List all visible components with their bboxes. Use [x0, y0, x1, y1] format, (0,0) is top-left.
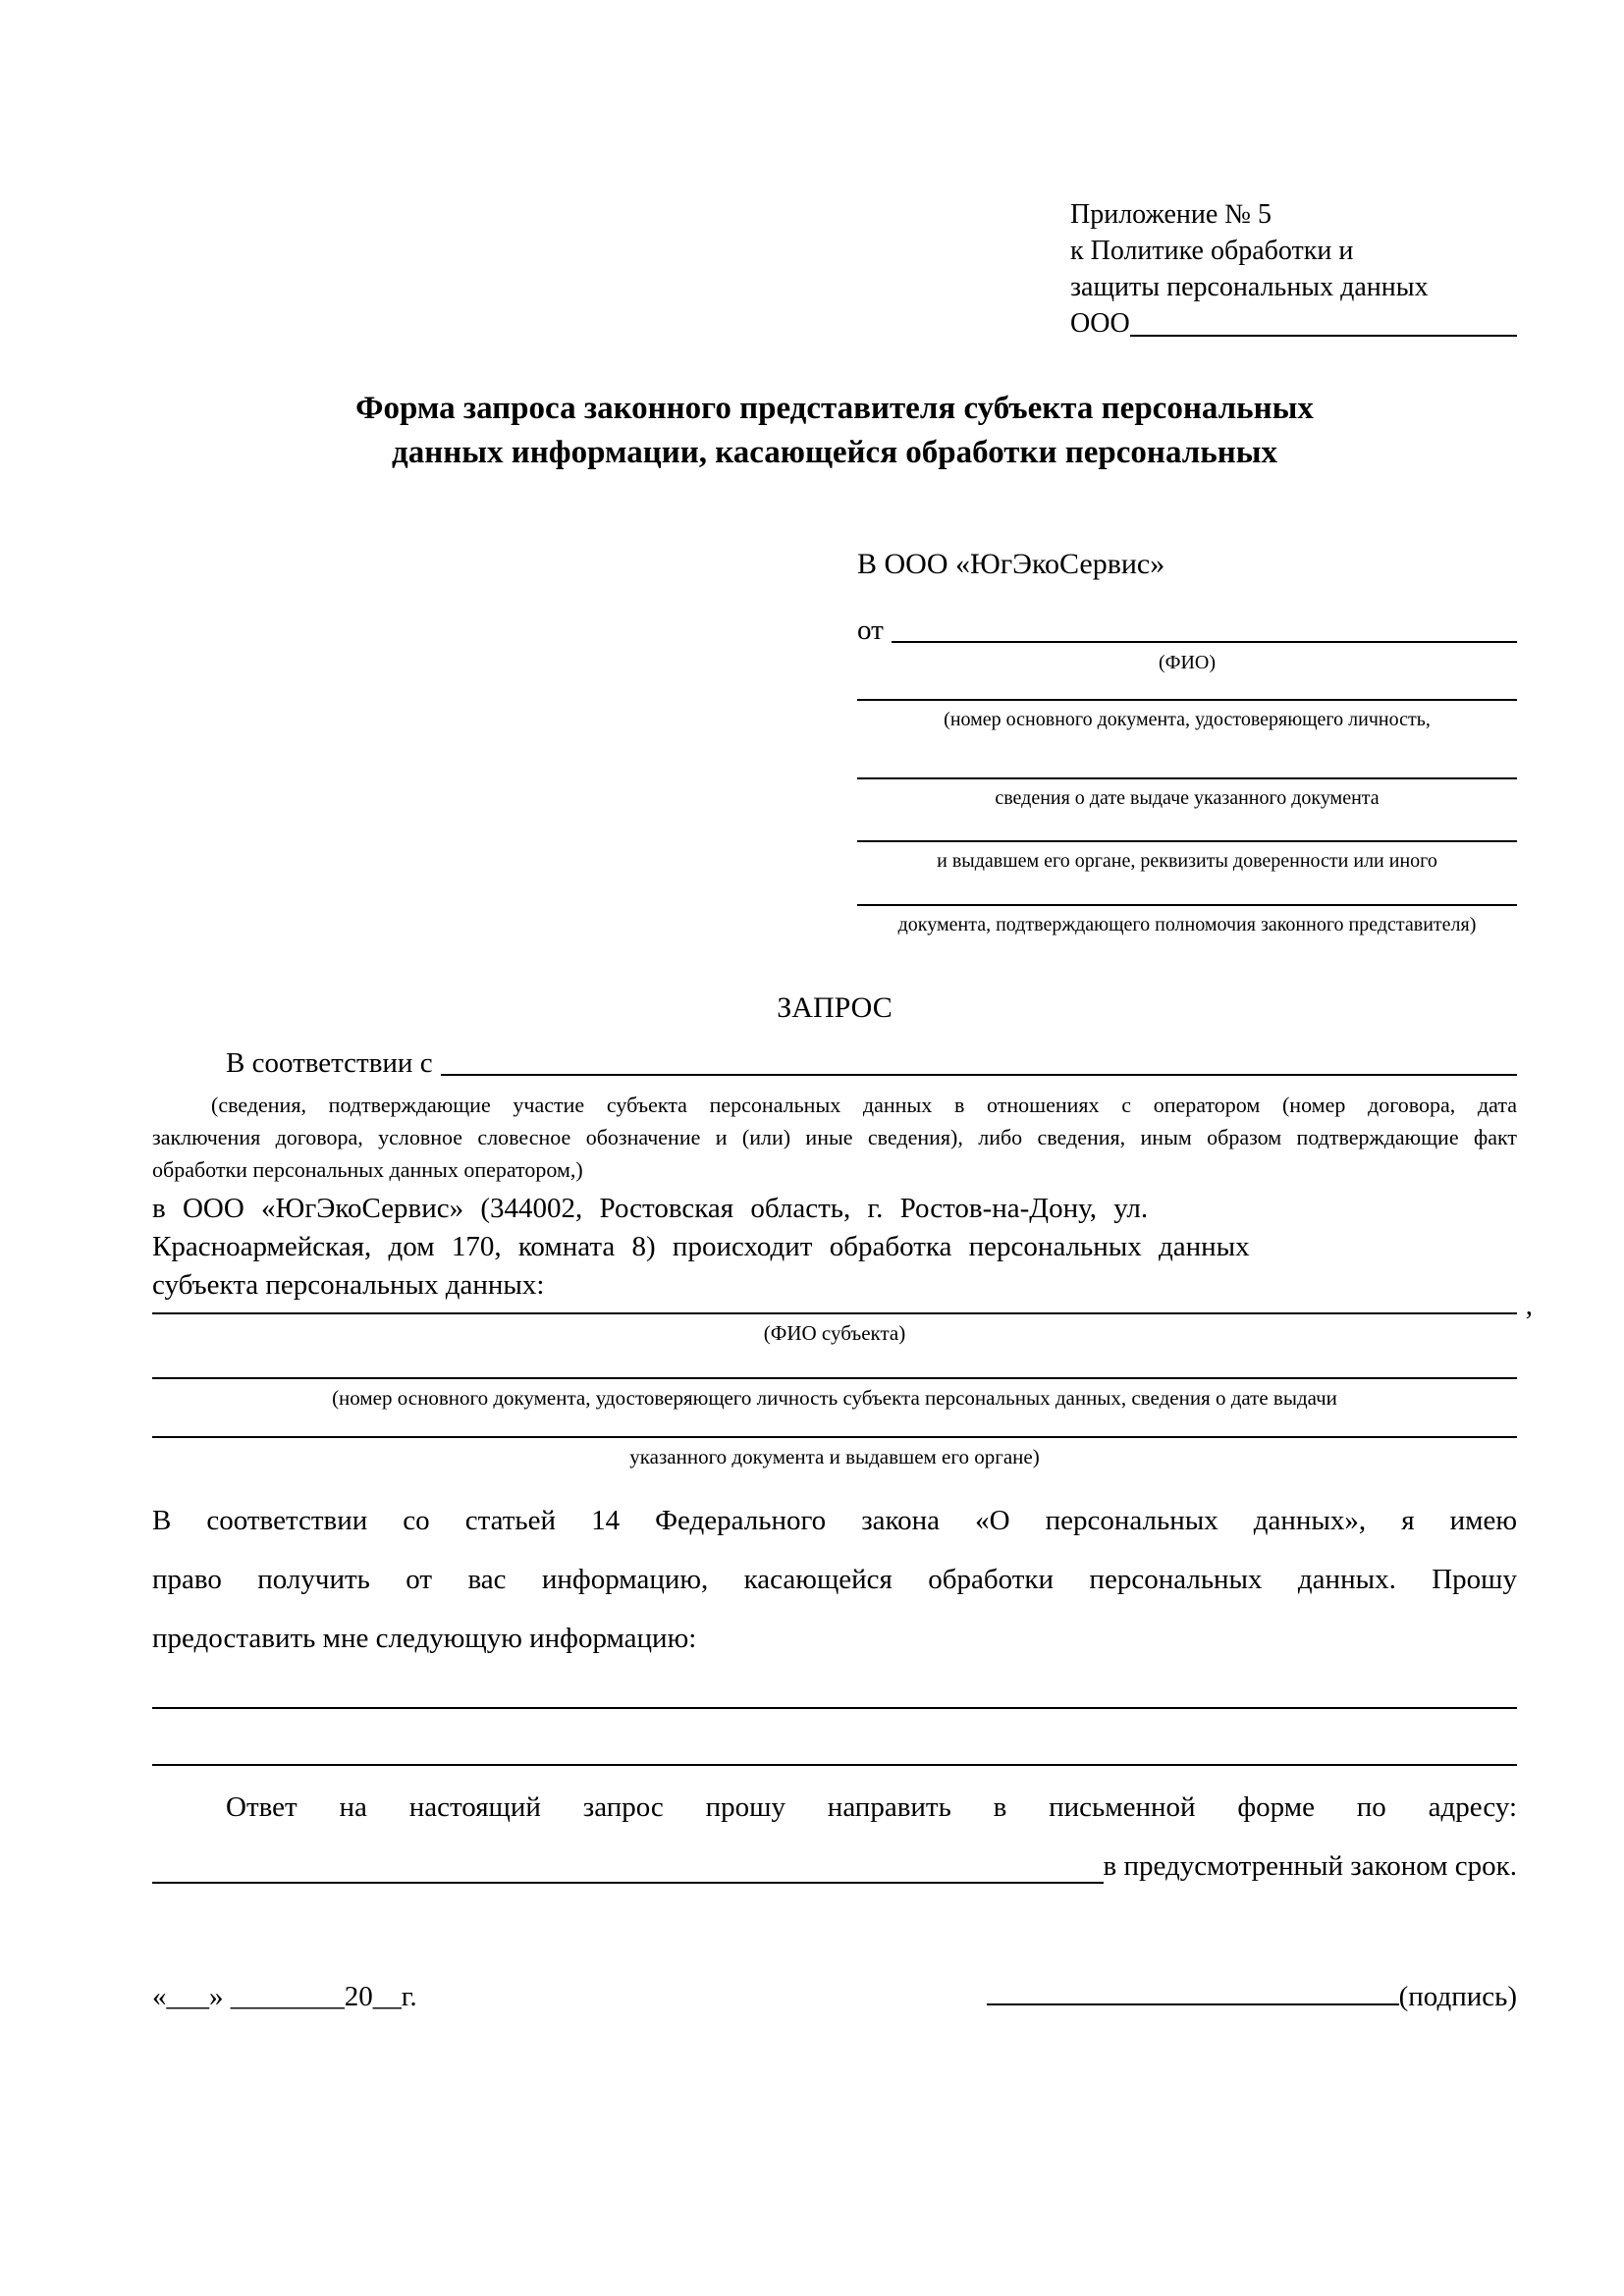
- subject-document-field-2: [152, 1436, 1517, 1469]
- information-blank-line: [152, 1764, 1517, 1766]
- annex-line: к Политике обработки и: [1070, 236, 1354, 266]
- blank-line: [857, 699, 1517, 701]
- fine-print-line: (сведения, подтверждающие участие субъекта персональных данных в отношениях с оператором (номер договора, дата: [211, 1093, 1517, 1117]
- field-caption: и выдавшем его органе, реквизиты доверенности или иного: [937, 850, 1437, 872]
- field-caption: сведения о дате выдаче указанного документа: [995, 787, 1380, 809]
- blank-line: [152, 1436, 1517, 1438]
- response-address-row: [152, 1837, 1517, 1896]
- issuing-authority-field: [857, 840, 1517, 874]
- trailing-comma: ,: [1525, 1290, 1533, 1321]
- field-caption: документа, подтверждающего полномочия законного представителя): [897, 914, 1477, 935]
- law-line: В соответствии со статьей 14 Федерального закона «О персональных данных», я имею: [152, 1505, 1517, 1536]
- operator-line: субъекта персональных данных:: [152, 1269, 545, 1301]
- accordance-label: В соответствии с: [226, 1047, 433, 1079]
- annex-block: [1070, 196, 1517, 342]
- from-label: от: [857, 614, 884, 646]
- addressee-block: [857, 546, 1517, 937]
- fine-print-note: [152, 1089, 1517, 1186]
- addressee-to: В ООО «ЮгЭкоСервис»: [857, 548, 1165, 580]
- annex-line: Приложение № 5: [1070, 199, 1272, 230]
- document-number-field: [857, 699, 1517, 732]
- blank-line: [857, 840, 1517, 842]
- field-caption: (номер основного документа, удостоверяющего личность,: [944, 709, 1431, 730]
- company-prefix: ООО: [1070, 308, 1130, 339]
- fine-print-line: обработки персональных данных оператором,): [152, 1157, 583, 1182]
- authority-document-field: [857, 904, 1517, 937]
- law-line: предоставить мне следующую информацию:: [152, 1623, 697, 1654]
- law-line: право получить от вас информацию, касающейся обработки персональных данных. Прошу: [152, 1564, 1517, 1595]
- field-caption: указанного документа и выдавшем его органе): [629, 1445, 1040, 1468]
- field-caption: (номер основного документа, удостоверяющего личность субъекта персональных данных, сведения о дате выдачи: [332, 1386, 1337, 1410]
- company-name-blank-line: [1130, 335, 1517, 337]
- subject-fio-field: [152, 1290, 1533, 1346]
- signature-caption: (подпись): [1398, 1981, 1517, 2012]
- accordance-row: [152, 1045, 1517, 1081]
- field-caption: (ФИО субъекта): [763, 1321, 906, 1345]
- date-line: «___» ________20__г.: [152, 1981, 417, 2012]
- accordance-blank-line: [441, 1074, 1517, 1076]
- operator-paragraph: [152, 1190, 1517, 1305]
- operator-line: Красноармейская, дом 170, комната 8) происходит обработка персональных данных: [152, 1231, 1250, 1262]
- fine-print-line: заключения договора, условное словесное обозначение и (или) иные сведения), либо сведения, иным образом подтверждающие факт: [152, 1125, 1517, 1149]
- from-blank-line: [892, 641, 1517, 643]
- blank-line: [857, 777, 1517, 779]
- title-line: данных информации, касающейся обработки персональных: [392, 435, 1277, 470]
- law-paragraph: [152, 1491, 1517, 1668]
- issue-date-field: [857, 777, 1517, 811]
- footer-row: [152, 1978, 1517, 2015]
- signature-group: [987, 1978, 1517, 2015]
- information-blank-line: [152, 1707, 1517, 1709]
- request-heading: ЗАПРОС: [777, 991, 893, 1024]
- response-suffix: в предусмотренный законом срок.: [1103, 1850, 1517, 1882]
- from-row: [857, 613, 1517, 648]
- blank-line: [857, 904, 1517, 906]
- subject-document-field: [152, 1377, 1517, 1411]
- operator-line: в ООО «ЮгЭкоСервис» (344002, Ростовская область, г. Ростов-на-Дону, ул.: [152, 1193, 1149, 1224]
- annex-line: защиты персональных данных: [1070, 272, 1429, 302]
- blank-line: [152, 1290, 1533, 1321]
- signature-blank-line: [987, 2003, 1399, 2005]
- annex-company-line: [1070, 305, 1517, 342]
- blank-line: [152, 1377, 1517, 1379]
- fio-caption: (ФИО): [1158, 652, 1216, 673]
- response-paragraph: Ответ на настоящий запрос прошу направить в письменной форме по адресу:: [226, 1791, 1517, 1823]
- page-title: [152, 387, 1517, 475]
- title-line: Форма запроса законного представителя субъекта персональных: [355, 391, 1314, 426]
- address-blank-line: [152, 1882, 1104, 1884]
